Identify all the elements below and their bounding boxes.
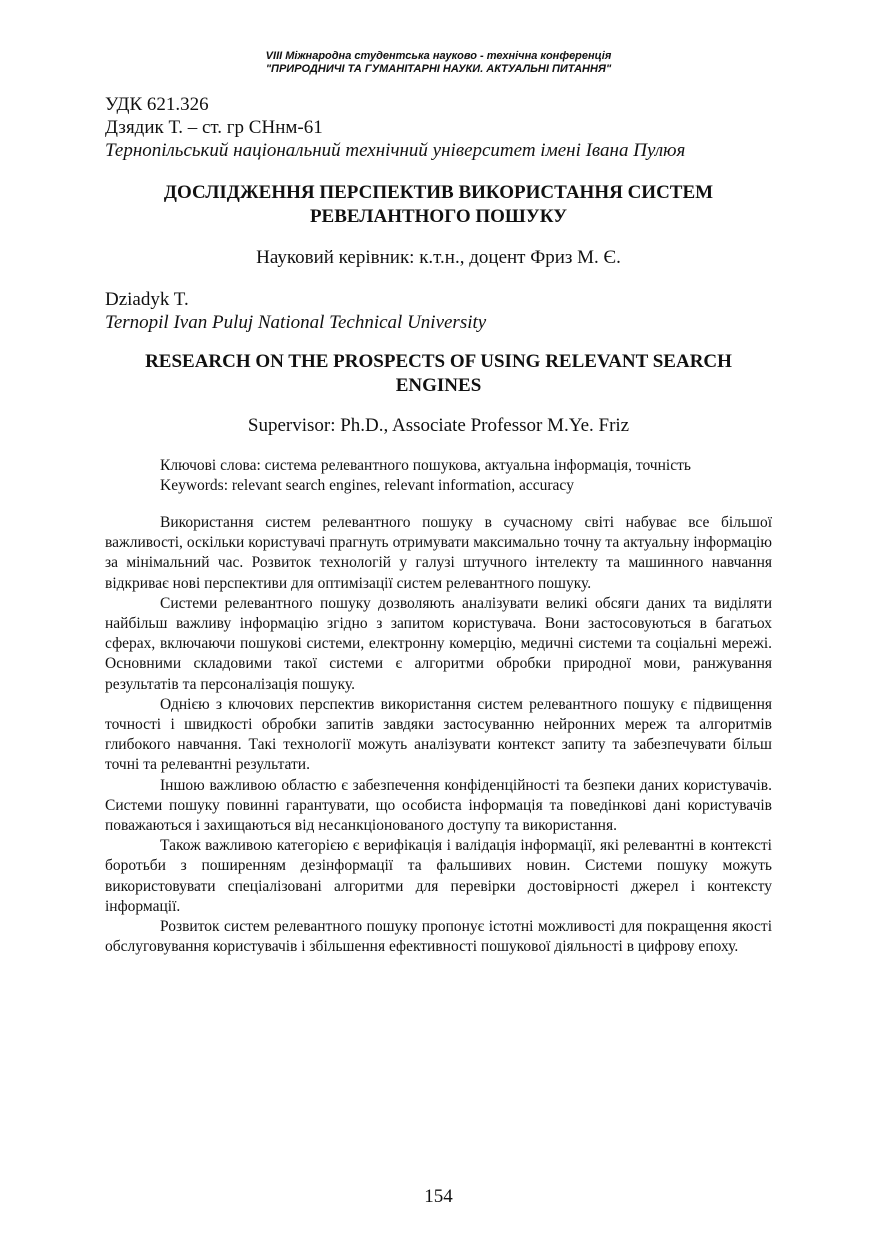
ua-title-line-2: РЕВЕЛАНТНОГО ПОШУКУ bbox=[309, 206, 568, 227]
en-title-line-2: ENGINES bbox=[395, 375, 482, 396]
ua-author-block bbox=[105, 93, 685, 162]
paragraph: Розвиток систем релевантного пошуку пропонує істотні можливості для покращення якості обслуговування користувачів і збільшення ефективності пошукової діяльності в цифрову епоху. bbox=[105, 918, 772, 956]
paragraph: Використання систем релевантного пошуку в сучасному світі набуває все більшої важливості, оскільки користувачі прагнуть отримувати максимально точну та актуальну інформацію за мінімальний час. Розвиток технологій у галузі штучного інтелекту та машинного навчання відкриває нові перспективи для оптимізації систем релевантного пошуку. bbox=[105, 514, 772, 592]
udk-code: УДК 621.326 bbox=[105, 94, 209, 115]
article-body bbox=[105, 513, 772, 957]
keywords-block bbox=[160, 456, 691, 496]
en-affiliation: Ternopil Ivan Puluj National Technical University bbox=[105, 312, 487, 333]
keywords-en: Keywords: relevant search engines, relevant information, accuracy bbox=[160, 477, 575, 494]
en-title bbox=[105, 350, 772, 398]
ua-title-line-1: ДОСЛІДЖЕННЯ ПЕРСПЕКТИВ ВИКОРИСТАННЯ СИСТЕМ bbox=[163, 182, 714, 203]
conference-theme-line: "ПРИРОДНИЧІ ТА ГУМАНІТАРНІ НАУКИ. АКТУАЛЬНІ ПИТАННЯ" bbox=[265, 63, 612, 75]
keywords-ua: Ключові слова: система релевантного пошукова, актуальна інформація, точність bbox=[160, 457, 691, 474]
en-author-block bbox=[105, 288, 486, 334]
paragraph: Іншою важливою областю є забезпечення конфіденційності та безпеки даних користувачів. Системи пошуку повинні гарантувати, що особиста інформація та поведінкові дані користувачів поважаються і захищаються від несанкціонованого доступу та використання. bbox=[105, 776, 772, 835]
en-supervisor: Supervisor: Ph.D., Associate Professor M.Ye. Friz bbox=[247, 415, 630, 436]
paragraph: Однією з ключових перспектив використання систем релевантного пошуку є підвищення точності і швидкості обробки запитів завдяки застосуванню нейронних мереж та алгоритмів глибокого навчання. Такі технології можуть аналізувати контекст запиту та забезпечувати більш точні та релевантні результати. bbox=[105, 695, 772, 774]
paragraph: Системи релевантного пошуку дозволяють аналізувати великі обсяги даних та виділяти найбільш важливу інформацію згідно з запитом користувача. Вони застосовуються в багатьох сферах, включаючи пошукові системи, електронну комерцію, медичні системи та соціальні мережі. Основними складовими такої системи є алгоритми обробки природної мови, ранжування результатів та персоналізація пошуку. bbox=[105, 594, 772, 693]
en-title-line-1: RESEARCH ON THE PROSPECTS OF USING RELEVANT SEARCH bbox=[145, 351, 732, 372]
page-number: 154 bbox=[424, 1186, 453, 1207]
en-author: Dziadyk T. bbox=[105, 289, 189, 310]
ua-author: Дзядик Т. – ст. гр СНнм-61 bbox=[105, 117, 323, 138]
conference-name-line: VIII Міжнародна студентська науково - технічна конференція bbox=[265, 50, 612, 62]
ua-supervisor: Науковий керівник: к.т.н., доцент Фриз М. Є. bbox=[256, 247, 621, 268]
ua-title bbox=[105, 181, 772, 229]
paragraph: Також важливою категорією є верифікація і валідація інформації, які релевантні в контексті боротьби з поширенням дезінформації та фальшивих новин. Системи пошуку можуть використовувати спеціалізовані алгоритми для перевірки достовірності джерел і контексту інформації. bbox=[105, 837, 772, 915]
conference-header bbox=[0, 50, 877, 76]
ua-affiliation: Тернопільський національний технічний університет імені Івана Пулюя bbox=[105, 140, 686, 161]
